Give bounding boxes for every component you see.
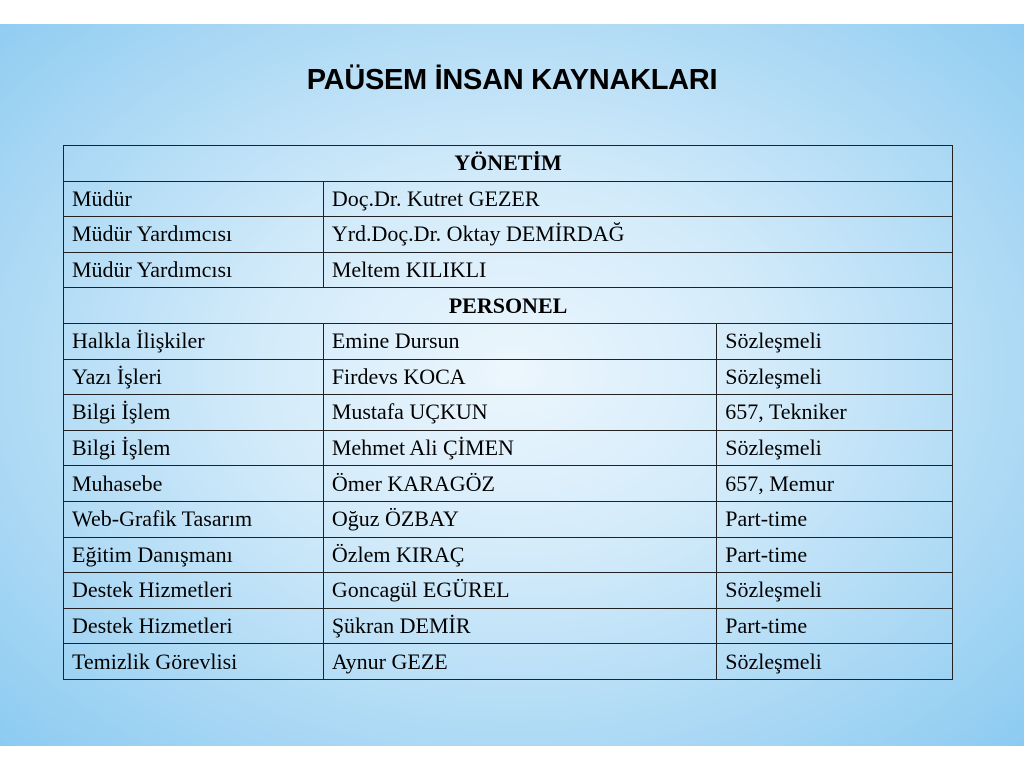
name-cell: Ömer KARAGÖZ [323,466,716,502]
table-row [64,430,953,466]
status-cell: Sözleşmeli [717,430,953,466]
name-cell: Aynur GEZE [323,644,716,680]
name-cell: Mehmet Ali ÇİMEN [323,430,716,466]
table-row [64,644,953,680]
status-cell: 657, Tekniker [717,395,953,431]
name-cell: Goncagül EGÜREL [323,573,716,609]
unit-cell: Eğitim Danışmanı [64,537,324,573]
name-cell: Firdevs KOCA [323,359,716,395]
unit-cell: Bilgi İşlem [64,395,324,431]
unit-cell: Yazı İşleri [64,359,324,395]
status-cell: Part-time [717,537,953,573]
table-row [64,501,953,537]
unit-cell: Destek Hizmetleri [64,608,324,644]
table-row [64,359,953,395]
table-row [64,323,953,359]
unit-cell: Halkla İlişkiler [64,323,324,359]
name-cell: Yrd.Doç.Dr. Oktay DEMİRDAĞ [323,217,952,253]
status-cell: Part-time [717,608,953,644]
role-cell: Müdür Yardımcısı [64,252,324,288]
table-row [64,395,953,431]
status-cell: Sözleşmeli [717,573,953,609]
status-cell: Part-time [717,501,953,537]
status-cell: Sözleşmeli [717,323,953,359]
table-row [64,217,953,253]
name-cell: Meltem KILIKLI [323,252,952,288]
name-cell: Doç.Dr. Kutret GEZER [323,181,952,217]
status-cell: Sözleşmeli [717,359,953,395]
table-row [64,573,953,609]
name-cell: Özlem KIRAÇ [323,537,716,573]
name-cell: Mustafa UÇKUN [323,395,716,431]
name-cell: Oğuz ÖZBAY [323,501,716,537]
unit-cell: Temizlik Görevlisi [64,644,324,680]
table-row [64,466,953,502]
status-cell: 657, Memur [717,466,953,502]
name-cell: Emine Dursun [323,323,716,359]
staff-table [63,145,953,680]
section-heading-yonetim: YÖNETİM [64,146,953,182]
table-row [64,252,953,288]
unit-cell: Web-Grafik Tasarım [64,501,324,537]
section-row-yonetim [64,146,953,182]
unit-cell: Destek Hizmetleri [64,573,324,609]
page-title: PAÜSEM İNSAN KAYNAKLARI [306,64,718,96]
section-row-personel [64,288,953,324]
table-row [64,608,953,644]
unit-cell: Bilgi İşlem [64,430,324,466]
role-cell: Müdür [64,181,324,217]
table-row [64,537,953,573]
status-cell: Sözleşmeli [717,644,953,680]
role-cell: Müdür Yardımcısı [64,217,324,253]
section-heading-personel: PERSONEL [64,288,953,324]
unit-cell: Muhasebe [64,466,324,502]
table-row [64,181,953,217]
name-cell: Şükran DEMİR [323,608,716,644]
